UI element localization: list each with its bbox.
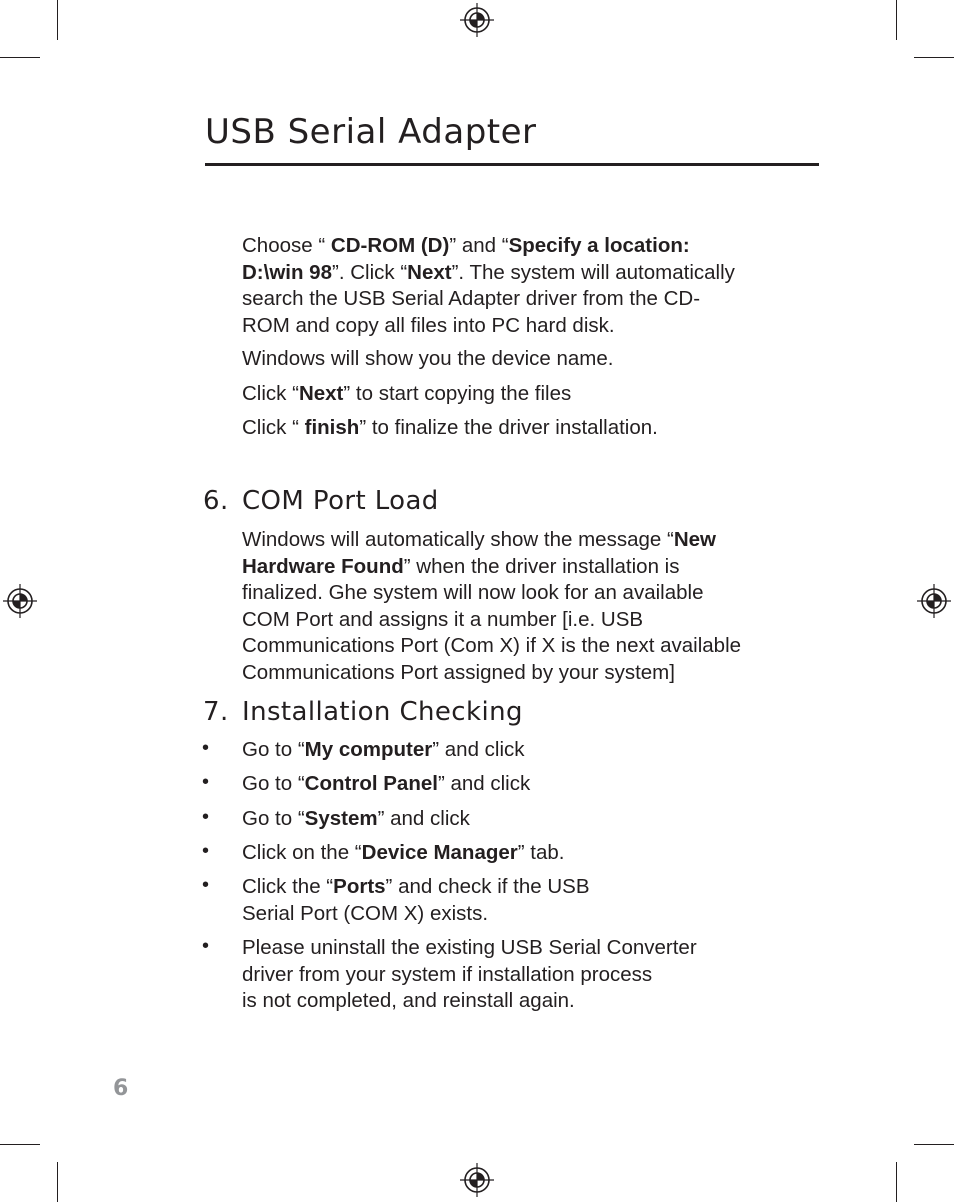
bullet-icon: • — [202, 806, 210, 828]
section-number: 6. — [203, 486, 229, 516]
section-heading-installation-checking — [203, 697, 523, 727]
registration-mark-icon — [460, 3, 494, 37]
bullet-icon: • — [202, 771, 210, 793]
bullet-icon: • — [202, 840, 210, 862]
crop-mark-bottom-left-vertical — [57, 1162, 58, 1202]
intro-paragraph-click-finish: Click “ finish” to finalize the driver installation. — [242, 416, 658, 439]
intro-paragraph-device-name: Windows will show you the device name. — [242, 347, 614, 370]
registration-mark-icon — [917, 584, 951, 618]
section-heading-com-port-load — [203, 486, 439, 516]
crop-mark-top-left-horizontal — [0, 57, 40, 58]
list-item: Click the “Ports” and check if the USB Serial Port (COM X) exists. — [242, 875, 590, 925]
title-underline — [205, 163, 819, 166]
list-item: Click on the “Device Manager” tab. — [242, 841, 565, 864]
page-number: 6 — [113, 1076, 129, 1101]
list-item: Go to “My computer” and click — [242, 738, 525, 761]
crop-mark-top-right-vertical — [896, 0, 897, 40]
section-6-body: Windows will automatically show the message “New Hardware Found” when the driver installation is finalized. Ghe system will now look for an available COM Port and assigns it a number [i.e. USB Communications Port (Com X) if X is the next available Communications Port assigned by your system] — [242, 528, 742, 684]
section-number: 7. — [203, 697, 229, 727]
crop-mark-bottom-right-horizontal — [914, 1144, 954, 1145]
registration-mark-icon — [3, 584, 37, 618]
crop-mark-top-left-vertical — [57, 0, 58, 40]
crop-mark-bottom-right-vertical — [896, 1162, 897, 1202]
intro-paragraph-click-next: Click “Next” to start copying the files — [242, 382, 572, 405]
list-item: Go to “Control Panel” and click — [242, 772, 531, 795]
registration-mark-icon — [460, 1163, 494, 1197]
crop-mark-top-right-horizontal — [914, 57, 954, 58]
bullet-icon: • — [202, 874, 210, 896]
section-title: Installation Checking — [242, 697, 523, 727]
list-item: Go to “System” and click — [242, 807, 470, 830]
bullet-icon: • — [202, 737, 210, 759]
page-title: USB Serial Adapter — [205, 112, 537, 152]
intro-paragraph-choose-location: Choose “ CD-ROM (D)” and “Specify a location: D:\win 98”. Click “Next”. The system will automatically search the USB Serial Adapter driver from the CD- ROM and copy all files into PC hard disk. — [242, 234, 735, 337]
crop-mark-bottom-left-horizontal — [0, 1144, 40, 1145]
list-item: Please uninstall the existing USB Serial Converter driver from your system if installation process is not completed, and reinstall again. — [242, 936, 697, 1012]
bullet-icon: • — [202, 935, 210, 957]
section-title: COM Port Load — [242, 486, 439, 516]
